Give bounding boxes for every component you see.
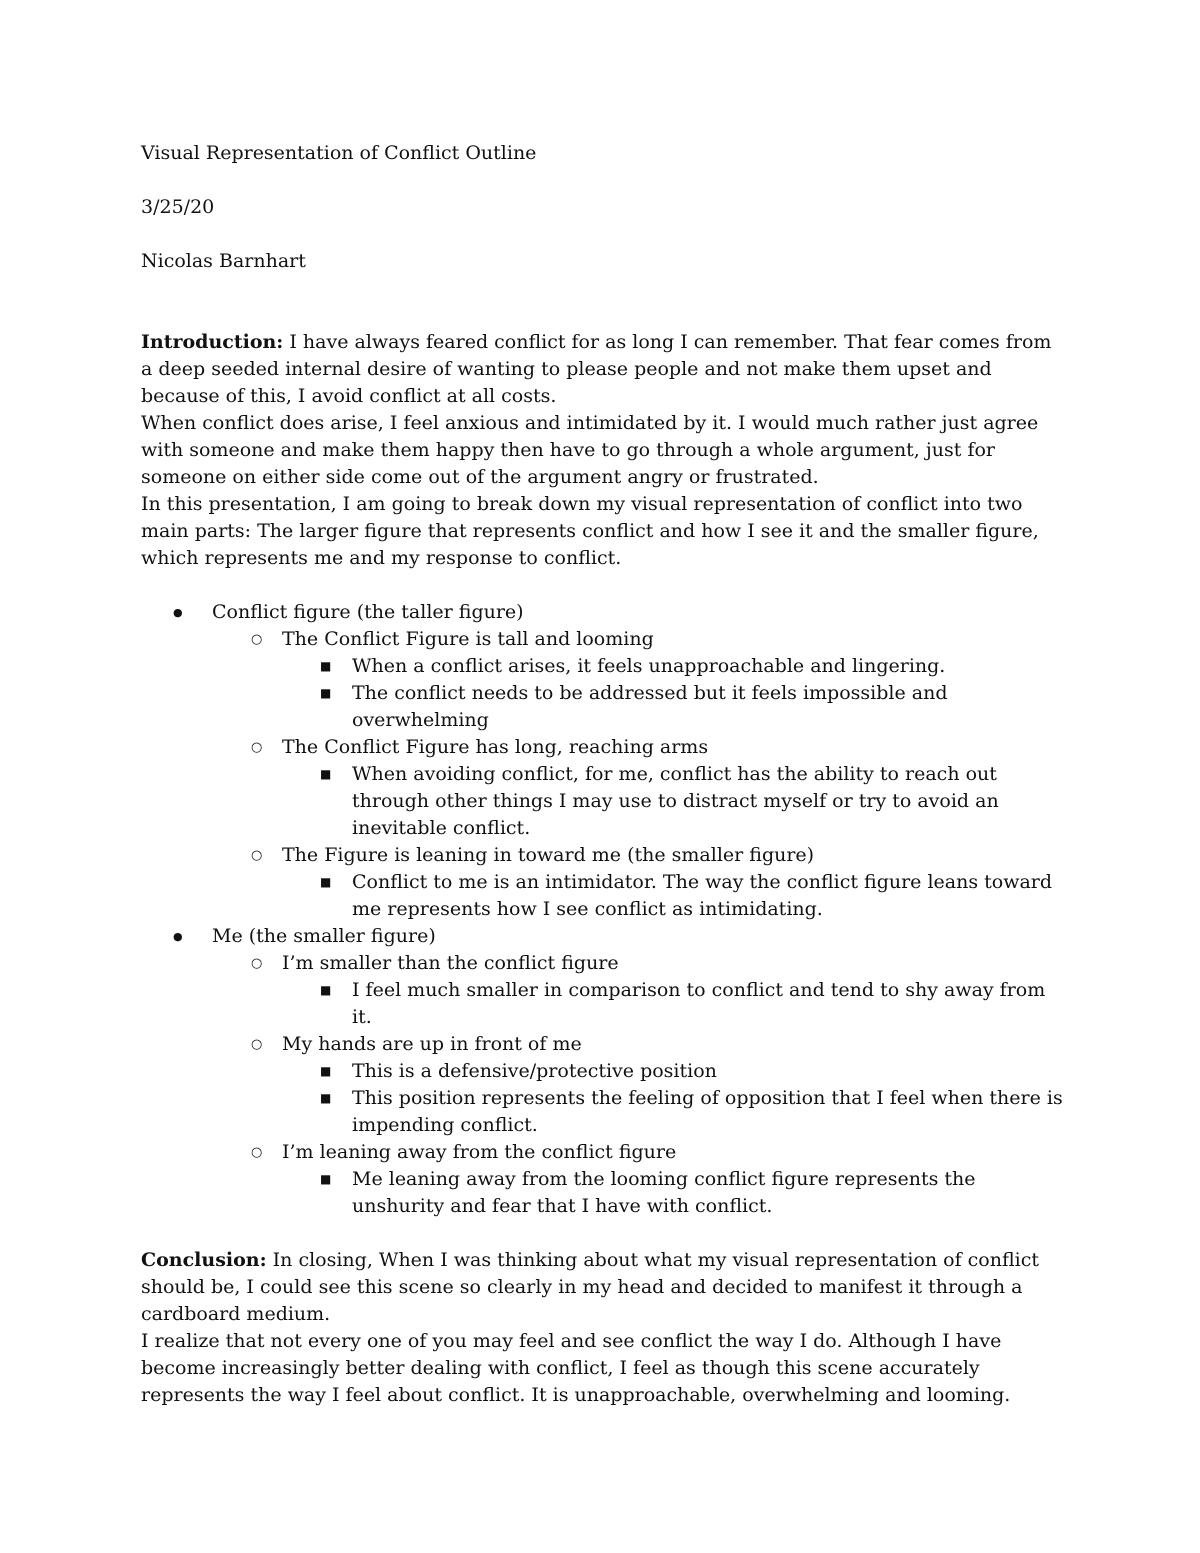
- outline-points: [352, 653, 1066, 734]
- outline-subitem-label: The Conflict Figure is tall and looming: [282, 628, 654, 650]
- conclusion-section: [141, 1247, 1066, 1409]
- introduction-paragraph-2: When conflict does arise, I feel anxious and intimidated by it. I would much rather just agree with someone and make them happy then have to go through a whole argument, just for someone on either side come out of the argument angry or frustrated.: [141, 412, 1039, 488]
- outline-subitem-label: I’m leaning away from the conflict figure: [282, 1141, 677, 1163]
- outline-points: [352, 1058, 1066, 1139]
- outline-points: [352, 869, 1066, 923]
- outline-points: [352, 1166, 1066, 1220]
- outline-points: [352, 977, 1066, 1031]
- outline-subitem: [212, 734, 1066, 842]
- document-title: Visual Representation of Conflict Outline: [141, 142, 537, 164]
- outline-subitem-label: My hands are up in front of me: [282, 1033, 582, 1055]
- introduction-paragraph-1: [141, 329, 1066, 410]
- outline-subitem: [212, 842, 1066, 923]
- outline-point: ■ I feel much smaller in comparison to conflict and tend to shy away from it.: [282, 977, 1066, 1031]
- outline-sublist: [282, 626, 1066, 923]
- outline-point: ■ When avoiding conflict, for me, conflict has the ability to reach out through other things I may use to distract myself or try to avoid an inevitable conflict.: [282, 761, 1066, 842]
- outline-subitem: [212, 626, 1066, 734]
- document-page: [141, 140, 1066, 1409]
- outline-point: ■ This is a defensive/protective position: [282, 1058, 1066, 1085]
- outline-points: [352, 761, 1066, 842]
- outline-subitem-label: The Figure is leaning in toward me (the smaller figure): [282, 844, 815, 866]
- outline-point: ■ Conflict to me is an intimidator. The way the conflict figure leans toward me represents how I see conflict as intimidating.: [282, 869, 1066, 923]
- outline-item-me: [141, 923, 1066, 1220]
- outline-item-conflict-figure: [141, 599, 1066, 923]
- outline-point: ■ The conflict needs to be addressed but it feels impossible and overwhelming: [282, 680, 1066, 734]
- introduction-section: [141, 329, 1066, 572]
- outline-subitem-label: The Conflict Figure has long, reaching arms: [282, 736, 709, 758]
- introduction-paragraph-3: In this presentation, I am going to break down my visual representation of conflict into two main parts: The larger figure that represents conflict and how I see it and the smaller figure, which represents me and my response to conflict.: [141, 493, 1039, 569]
- spacer: [141, 1220, 1066, 1247]
- introduction-label: Introduction:: [141, 331, 284, 353]
- outline-item-label: Conflict figure (the taller figure): [212, 601, 524, 623]
- conclusion-paragraph-2: I realize that not every one of you may feel and see conflict the way I do. Although I have become increasingly better dealing with conflict, I feel as though this scene accurately represents the way I feel about conflict. It is unapproachable, overwhelming and looming.: [141, 1330, 1011, 1406]
- outline-list: [141, 599, 1066, 1220]
- introduction-text-1: I have always feared conflict for as long I can remember. That fear comes from a deep seeded internal desire of wanting to please people and not make them upset and because of this, I avoid conflict at all costs.: [141, 331, 1052, 407]
- outline-subitem-label: I’m smaller than the conflict figure: [282, 952, 619, 974]
- outline-subitem: [212, 950, 1066, 1031]
- outline-point: ■ This position represents the feeling of opposition that I feel when there is impending conflict.: [282, 1085, 1066, 1139]
- conclusion-text-1: In closing, When I was thinking about what my visual representation of conflict should be, I could see this scene so clearly in my head and decided to manifest it through a cardboard medium.: [141, 1249, 1040, 1325]
- document-author: Nicolas Barnhart: [141, 250, 306, 272]
- outline-subitem: [212, 1139, 1066, 1220]
- document-date: 3/25/20: [141, 196, 215, 218]
- outline-point: ■ Me leaning away from the looming conflict figure represents the unshurity and fear that I have with conflict.: [282, 1166, 1066, 1220]
- outline-item-label: Me (the smaller figure): [212, 925, 436, 947]
- conclusion-label: Conclusion:: [141, 1249, 267, 1271]
- outline-point: ■ When a conflict arises, it feels unapproachable and lingering.: [282, 653, 1066, 680]
- outline-sublist: [282, 950, 1066, 1220]
- outline-subitem: [212, 1031, 1066, 1139]
- spacer: [141, 572, 1066, 599]
- conclusion-paragraph-1: [141, 1247, 1066, 1328]
